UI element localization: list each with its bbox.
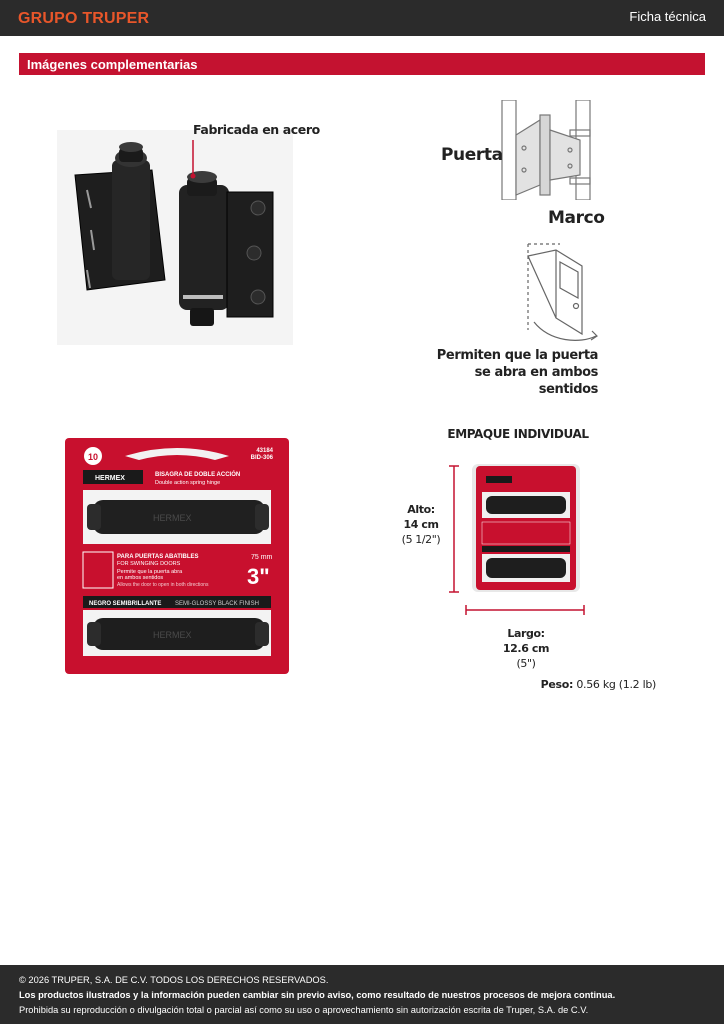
steel-callout-label: Fabricada en acero (193, 122, 320, 137)
package-title-es: BISAGRA DE DOBLE ACCIÓN (155, 472, 241, 478)
package-hinge-brand-2: HERMEX (153, 630, 192, 640)
package-desc-en: Allows the door to open in both directions (117, 582, 209, 588)
weight-label: Peso: (540, 678, 574, 691)
weight-value: 0.56 kg (1.2 lb) (576, 678, 656, 691)
height-in: (5 1/2") (401, 533, 441, 546)
package-finish-en: SEMI-GLOSSY BLACK FINISH (175, 601, 259, 607)
package-model: BID-306 (250, 455, 273, 461)
footer-prohibition: Prohibida su reproducción o divulgación total o parcial así como su uso o aprovechamiento sin autorización escrita de Truper, S.A. de C.V. (19, 1005, 589, 1015)
packaging-dimension-graphic (446, 462, 590, 618)
package-size-in: 3" (247, 564, 270, 589)
hinge-mount-diagram (500, 100, 600, 200)
length-dimension (496, 626, 556, 671)
hinge-photo (57, 130, 293, 345)
brand-logo: GRUPO TRUPER (18, 10, 150, 27)
swing-caption (420, 347, 598, 398)
length-in: (5") (516, 657, 536, 670)
weight-info (520, 678, 656, 691)
section-title: Imágenes complementarias (27, 57, 198, 72)
door-label: Puerta (441, 145, 503, 165)
package-hinge-brand-1: HERMEX (153, 513, 192, 523)
footer-notice: Los productos ilustrados y la información pueden cambiar sin previo aviso, como resultado de nuestros procesos de mejora continua. (19, 990, 616, 1000)
package-size-mm: 75 mm (251, 554, 273, 561)
package-photo (65, 438, 289, 674)
footer-copyright: © 2026 TRUPER, S.A. DE C.V. TODOS LOS DERECHOS RESERVADOS. (19, 975, 329, 985)
package-desc-es-1: Permite que la puerta abra (117, 569, 183, 575)
swing-caption-line-1: Permiten que la puerta (436, 348, 598, 363)
warranty-years: 10 (87, 452, 99, 462)
package-finish-es: NEGRO SEMIBRILLANTE (89, 601, 162, 607)
packaging-title: EMPAQUE INDIVIDUAL (447, 427, 589, 441)
height-cm: 14 cm (403, 518, 439, 531)
height-label: Alto: (407, 503, 435, 516)
swing-caption-line-2: se abra en ambos sentidos (474, 365, 598, 397)
package-use-en: FOR SWINGING DOORS (117, 561, 181, 567)
header-bar (0, 0, 724, 36)
document-type: Ficha técnica (629, 9, 706, 24)
length-cm: 12.6 cm (502, 642, 550, 655)
section-title-bar (19, 53, 705, 75)
footer (0, 965, 724, 1024)
frame-label: Marco (548, 208, 605, 228)
package-use-es: PARA PUERTAS ABATIBLES (117, 554, 199, 560)
package-title-en: Double action spring hinge (155, 480, 221, 486)
package-brand: HERMEX (95, 475, 125, 482)
length-label: Largo: (507, 627, 545, 640)
height-dimension (398, 502, 444, 547)
package-sku: 43184 (256, 448, 273, 454)
swing-door-diagram (520, 238, 602, 346)
package-desc-es-2: en ambos sentidos (117, 575, 164, 581)
